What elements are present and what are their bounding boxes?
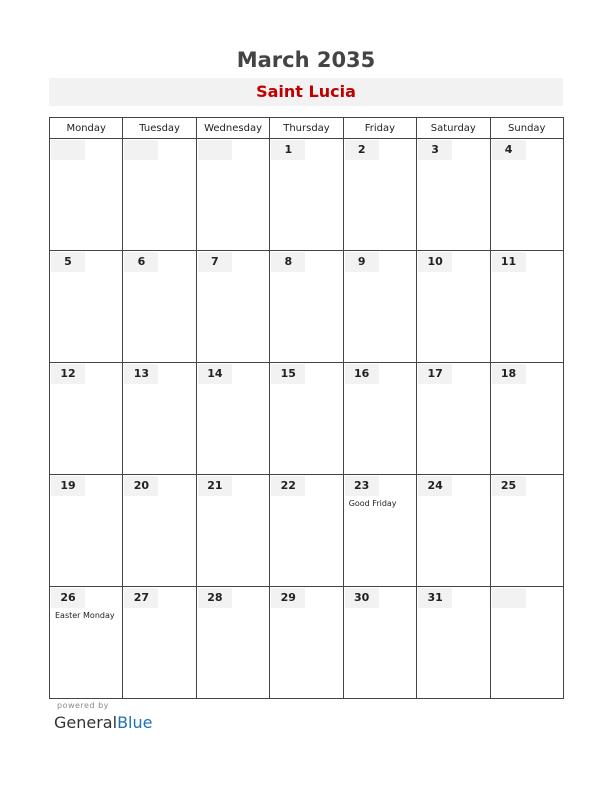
day-number bbox=[492, 588, 526, 608]
day-number: 2 bbox=[345, 140, 379, 160]
day-number: 26 bbox=[51, 588, 85, 608]
country-name: Saint Lucia bbox=[256, 82, 356, 101]
week-row bbox=[50, 251, 564, 363]
day-cell bbox=[123, 475, 196, 587]
day-cell bbox=[490, 139, 563, 251]
day-number: 3 bbox=[418, 140, 452, 160]
day-number bbox=[124, 140, 158, 160]
day-cell bbox=[196, 363, 269, 475]
day-cell bbox=[270, 251, 343, 363]
day-cell bbox=[50, 139, 123, 251]
day-cell bbox=[196, 251, 269, 363]
day-number: 8 bbox=[271, 252, 305, 272]
day-number: 30 bbox=[345, 588, 379, 608]
day-cell bbox=[196, 475, 269, 587]
day-cell bbox=[417, 363, 490, 475]
week-row bbox=[50, 363, 564, 475]
day-number: 27 bbox=[124, 588, 158, 608]
day-number: 14 bbox=[198, 364, 232, 384]
day-number: 13 bbox=[124, 364, 158, 384]
day-cell bbox=[343, 139, 416, 251]
day-cell bbox=[196, 139, 269, 251]
day-cell bbox=[343, 587, 416, 699]
generalblue-logo[interactable] bbox=[54, 712, 152, 734]
day-number: 23 bbox=[345, 476, 379, 496]
day-number: 19 bbox=[51, 476, 85, 496]
day-number: 31 bbox=[418, 588, 452, 608]
weekday-header: Thursday bbox=[270, 118, 343, 139]
powered-by-text: powered by bbox=[57, 701, 109, 710]
day-number: 28 bbox=[198, 588, 232, 608]
day-cell bbox=[490, 587, 563, 699]
day-cell bbox=[123, 587, 196, 699]
day-number: 17 bbox=[418, 364, 452, 384]
day-cell bbox=[270, 475, 343, 587]
day-number: 10 bbox=[418, 252, 452, 272]
day-number: 4 bbox=[492, 140, 526, 160]
day-cell bbox=[50, 587, 123, 699]
calendar-body bbox=[50, 139, 564, 699]
day-cell bbox=[196, 587, 269, 699]
day-cell bbox=[123, 139, 196, 251]
weekday-header: Saturday bbox=[417, 118, 490, 139]
country-banner bbox=[49, 78, 563, 106]
day-number: 6 bbox=[124, 252, 158, 272]
day-cell bbox=[343, 475, 416, 587]
day-number: 29 bbox=[271, 588, 305, 608]
week-row bbox=[50, 475, 564, 587]
day-cell bbox=[50, 363, 123, 475]
day-number: 24 bbox=[418, 476, 452, 496]
page-title: March 2035 bbox=[236, 48, 376, 72]
day-cell bbox=[270, 363, 343, 475]
day-cell bbox=[490, 475, 563, 587]
day-cell bbox=[417, 139, 490, 251]
day-cell bbox=[50, 251, 123, 363]
day-cell bbox=[490, 363, 563, 475]
weekday-header: Sunday bbox=[490, 118, 563, 139]
day-number: 5 bbox=[51, 252, 85, 272]
day-cell bbox=[123, 251, 196, 363]
day-number: 1 bbox=[271, 140, 305, 160]
weekday-header: Wednesday bbox=[196, 118, 269, 139]
weekday-header: Friday bbox=[343, 118, 416, 139]
day-cell bbox=[490, 251, 563, 363]
day-cell bbox=[270, 139, 343, 251]
day-number: 22 bbox=[271, 476, 305, 496]
holiday-label: Easter Monday bbox=[55, 611, 115, 620]
day-cell bbox=[343, 251, 416, 363]
weekday-header-row bbox=[50, 118, 564, 139]
weekday-header: Monday bbox=[50, 118, 123, 139]
day-number: 9 bbox=[345, 252, 379, 272]
weekday-header: Tuesday bbox=[123, 118, 196, 139]
brand-general: General bbox=[54, 713, 118, 732]
day-number bbox=[51, 140, 85, 160]
day-number: 25 bbox=[492, 476, 526, 496]
day-cell bbox=[123, 363, 196, 475]
day-number: 15 bbox=[271, 364, 305, 384]
day-cell bbox=[270, 587, 343, 699]
day-number: 18 bbox=[492, 364, 526, 384]
day-cell bbox=[50, 475, 123, 587]
day-cell bbox=[417, 475, 490, 587]
day-cell bbox=[343, 363, 416, 475]
day-number: 12 bbox=[51, 364, 85, 384]
day-number: 11 bbox=[492, 252, 526, 272]
brand-blue: Blue bbox=[117, 713, 153, 732]
day-number bbox=[198, 140, 232, 160]
day-number: 16 bbox=[345, 364, 379, 384]
week-row bbox=[50, 587, 564, 699]
calendar-grid bbox=[49, 117, 564, 699]
day-cell bbox=[417, 251, 490, 363]
day-number: 20 bbox=[124, 476, 158, 496]
day-number: 7 bbox=[198, 252, 232, 272]
day-cell bbox=[417, 587, 490, 699]
holiday-label: Good Friday bbox=[348, 499, 397, 508]
week-row bbox=[50, 139, 564, 251]
day-number: 21 bbox=[198, 476, 232, 496]
